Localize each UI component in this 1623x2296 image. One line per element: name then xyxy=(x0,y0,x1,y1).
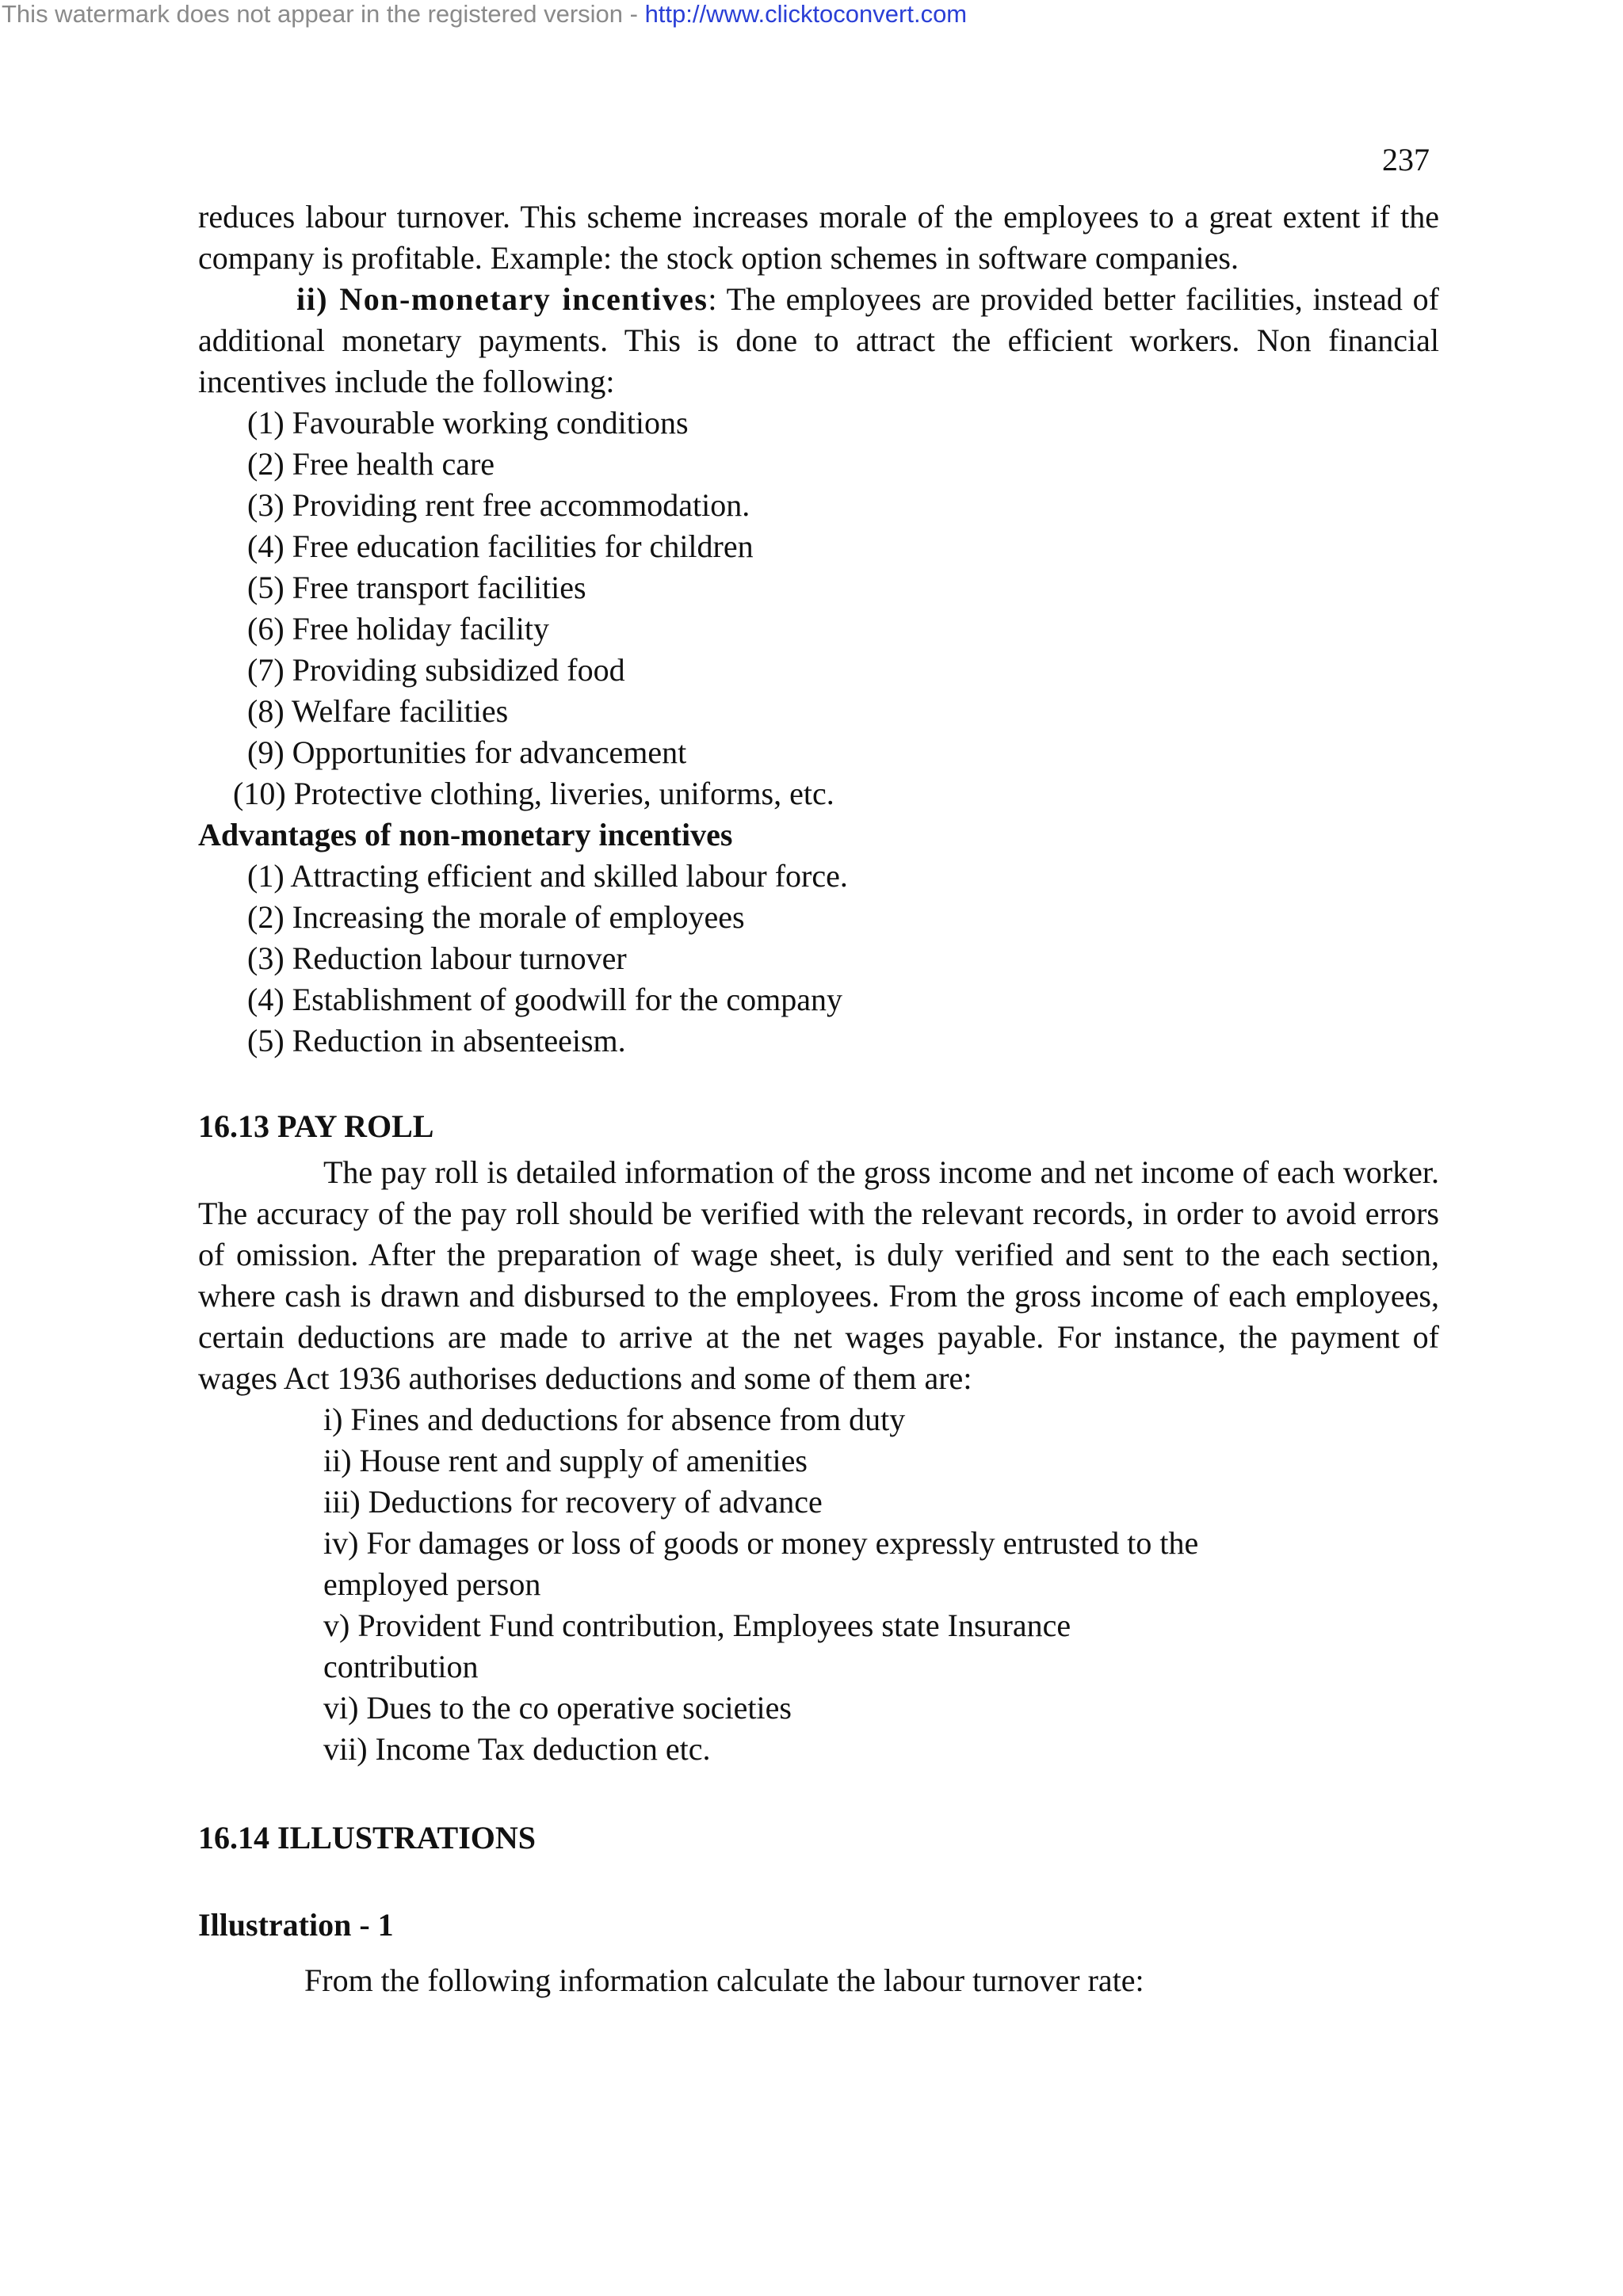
illustrations-heading: 16.14 ILLUSTRATIONS xyxy=(198,1820,537,1855)
advantages-heading: Advantages of non-monetary incentives xyxy=(198,817,733,852)
list-item: (9) Opportunities for advancement xyxy=(247,734,687,770)
deduction-line: ii) House rent and supply of amenities xyxy=(323,1443,808,1478)
deductions-list xyxy=(198,1399,1439,1770)
list-item xyxy=(198,1440,1433,1482)
illustration-intro: From the following information calculate the labour turnover rate: xyxy=(304,1962,1144,1998)
list-item: (4) Establishment of goodwill for the company xyxy=(247,982,842,1017)
list-item xyxy=(198,1729,1433,1770)
list-item: (2) Free health care xyxy=(247,446,495,482)
deduction-continuation: employed person xyxy=(323,1566,541,1602)
list-item: (4) Free education facilities for children xyxy=(247,528,754,564)
list-item xyxy=(198,1688,1433,1729)
page-number: 237 xyxy=(1382,142,1430,177)
list-item: (2) Increasing the morale of employees xyxy=(247,899,745,935)
deduction-line: i) Fines and deductions for absence from duty xyxy=(323,1402,906,1437)
intro-paragraph: reduces labour turnover. This scheme increases morale of the employees to a great extent if the company is profitable. Example: the stock option schemes in software companies. xyxy=(198,199,1439,276)
list-item: (7) Providing subsidized food xyxy=(247,652,625,688)
list-item: (8) Welfare facilities xyxy=(247,693,509,729)
list-item xyxy=(198,1523,1433,1605)
non-monetary-label: ii) Non-monetary incentives xyxy=(296,281,708,317)
deduction-line: iv) For damages or loss of goods or money expressly entrusted to the xyxy=(323,1525,1199,1561)
list-item: (3) Reduction labour turnover xyxy=(247,940,627,976)
watermark-text: This watermark does not appear in the registered version - xyxy=(2,0,645,28)
list-item xyxy=(198,1605,1433,1688)
deduction-line: v) Provident Fund contribution, Employees state Insurance xyxy=(323,1608,1071,1643)
list-item: (5) Reduction in absenteeism. xyxy=(247,1023,626,1058)
list-item xyxy=(198,1399,1433,1440)
non-monetary-text: : The employees are provided better facilities, instead of additional monetary payments. This is done to attract the efficient workers. Non financial incentives include the following: xyxy=(198,281,1439,399)
deduction-line: vi) Dues to the co operative societies xyxy=(323,1690,792,1726)
deduction-continuation: contribution xyxy=(323,1649,479,1684)
watermark-notice xyxy=(2,0,967,29)
deduction-line: vii) Income Tax deduction etc. xyxy=(323,1731,711,1767)
illustration-sub-heading: Illustration - 1 xyxy=(198,1907,394,1943)
watermark-link[interactable]: http://www.clicktoconvert.com xyxy=(644,0,968,28)
list-item xyxy=(198,1482,1433,1523)
deduction-line: iii) Deductions for recovery of advance xyxy=(323,1484,823,1520)
non-monetary-list xyxy=(198,402,1439,814)
non-monetary-paragraph xyxy=(198,279,1439,402)
list-item: (3) Providing rent free accommodation. xyxy=(247,487,750,523)
list-item: (6) Free holiday facility xyxy=(247,611,549,646)
list-item: (10) Protective clothing, liveries, uniforms, etc. xyxy=(233,776,834,811)
pay-roll-paragraph: The pay roll is detailed information of the gross income and net income of each worker. The accuracy of the pay roll should be verified with the relevant records, in order to avoid errors of omission. After the preparation of wage sheet, is duly verified and sent to the each section, where cash is drawn and disbursed to the employees. From the gross income of each employees, certain deductions are made to arrive at the net wages payable. For instance, the payment of wages Act 1936 authorises deductions and some of them are: xyxy=(198,1154,1439,1396)
list-item: (1) Attracting efficient and skilled labour force. xyxy=(247,858,848,894)
list-item: (1) Favourable working conditions xyxy=(247,405,689,441)
list-item: (5) Free transport facilities xyxy=(247,570,586,605)
page-content xyxy=(198,196,1439,2001)
pay-roll-heading: 16.13 PAY ROLL xyxy=(198,1108,434,1144)
advantages-list xyxy=(198,856,1439,1062)
